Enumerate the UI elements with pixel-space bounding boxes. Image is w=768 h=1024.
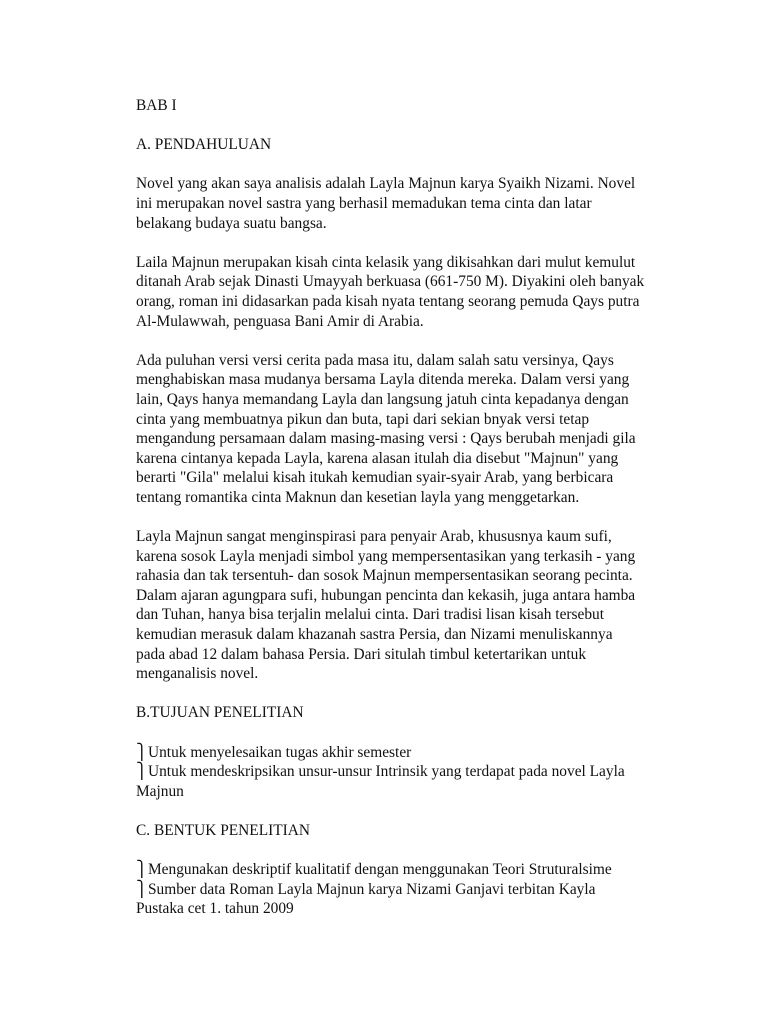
paragraph-line: mengandung persamaan dalam masing-masing versi : Qays berubah menjadi gila	[136, 430, 636, 448]
paragraph-line: lain, Qays hanya memandang Layla dan langsung jatuh cinta kepadanya dengan	[136, 390, 629, 408]
bentuk-list	[136, 860, 736, 919]
list-item	[136, 762, 736, 782]
paragraph-1	[136, 174, 736, 233]
paragraph-line: belakang budaya suatu bangsa.	[136, 214, 327, 232]
paragraph-4	[136, 527, 736, 684]
bullet-icon: ⎫	[136, 763, 148, 781]
section-a-heading: A. PENDAHULUAN	[136, 136, 272, 154]
chapter-heading: BAB I	[136, 97, 177, 114]
list-item-text: Mengunakan deskriptif kualitatif dengan menggunakan Teori Struturalsime	[148, 861, 612, 879]
paragraph-line: ditanah Arab sejak Dinasti Umayyah berkuasa (661-750 M). Diyakini oleh banyak	[136, 273, 645, 291]
paragraph-line: Ada puluhan versi versi cerita pada masa itu, dalam salah satu versinya, Qays	[136, 351, 614, 369]
paragraph-line: Layla Majnun sangat menginspirasi para penyair Arab, khususnya kaum sufi,	[136, 528, 612, 546]
paragraph-line: tentang romantika cinta Maknun dan kesetian layla yang menggetarkan.	[136, 488, 580, 506]
paragraph-line: orang, roman ini didasarkan pada kisah nyata tentang seorang pemuda Qays putra	[136, 292, 640, 310]
paragraph-line: cinta yang membuatnya pikun dan buta, tapi dari sekian bnyak versi tetap	[136, 410, 590, 428]
list-item	[136, 880, 736, 900]
paragraph-line: dan Tuhan, hanya bisa terjalin melalui cinta. Dari tradisi lisan kisah tersebut	[136, 606, 605, 624]
list-item	[136, 743, 736, 763]
paragraph-line: karena sosok Layla menjadi simbol yang mempersentasikan yang terkasih - yang	[136, 547, 636, 565]
section-b-heading: B.TUJUAN PENELITIAN	[136, 704, 304, 722]
document-page	[136, 96, 736, 919]
bullet-icon: ⎫	[136, 743, 148, 761]
paragraph-line: karena cintanya kepada Layla, karena alasan itulah dia disebut "Majnun" yang	[136, 449, 619, 467]
paragraph-line: Al-Mulawwah, penguasa Bani Amir di Arabia.	[136, 312, 424, 330]
paragraph-3	[136, 351, 736, 508]
list-item-continuation: Majnun	[136, 782, 184, 800]
list-item-text: Untuk menyelesaikan tugas akhir semester	[148, 743, 412, 761]
paragraph-line: rahasia dan tak tersentuh- dan sosok Majnun mempersentasikan seorang pecinta.	[136, 567, 633, 585]
bullet-icon: ⎫	[136, 861, 148, 879]
section-c-heading: C. BENTUK PENELITIAN	[136, 821, 310, 839]
list-item-continuation: Pustaka cet 1. tahun 2009	[136, 900, 294, 918]
paragraph-line: pada abad 12 dalam bahasa Persia. Dari situlah timbul ketertarikan untuk	[136, 645, 587, 663]
paragraph-line: ini merupakan novel sastra yang berhasil memadukan tema cinta dan latar	[136, 194, 592, 212]
list-item-text: Untuk mendeskripsikan unsur-unsur Intrinsik yang terdapat pada novel Layla	[148, 763, 625, 781]
tujuan-list	[136, 743, 736, 802]
list-item	[136, 860, 736, 880]
paragraph-line: kemudian merasuk dalam khazanah sastra Persia, dan Nizami menuliskannya	[136, 626, 613, 644]
list-item-text: Sumber data Roman Layla Majnun karya Nizami Ganjavi terbitan Kayla	[148, 880, 596, 898]
bullet-icon: ⎫	[136, 880, 148, 898]
paragraph-line: menghabiskan masa mudanya bersama Layla ditenda mereka. Dalam versi yang	[136, 371, 630, 389]
paragraph-line: Laila Majnun merupakan kisah cinta kelasik yang dikisahkan dari mulut kemulut	[136, 253, 636, 271]
paragraph-line: menganalisis novel.	[136, 665, 259, 683]
paragraph-2	[136, 253, 736, 331]
paragraph-line: Novel yang akan saya analisis adalah Layla Majnun karya Syaikh Nizami. Novel	[136, 175, 636, 193]
paragraph-line: Dalam ajaran agungpara sufi, hubungan pencinta dan kekasih, juga antara hamba	[136, 586, 636, 604]
paragraph-line: berarti "Gila" melalui kisah itukah kemudian syair-syair Arab, yang berbicara	[136, 469, 614, 487]
